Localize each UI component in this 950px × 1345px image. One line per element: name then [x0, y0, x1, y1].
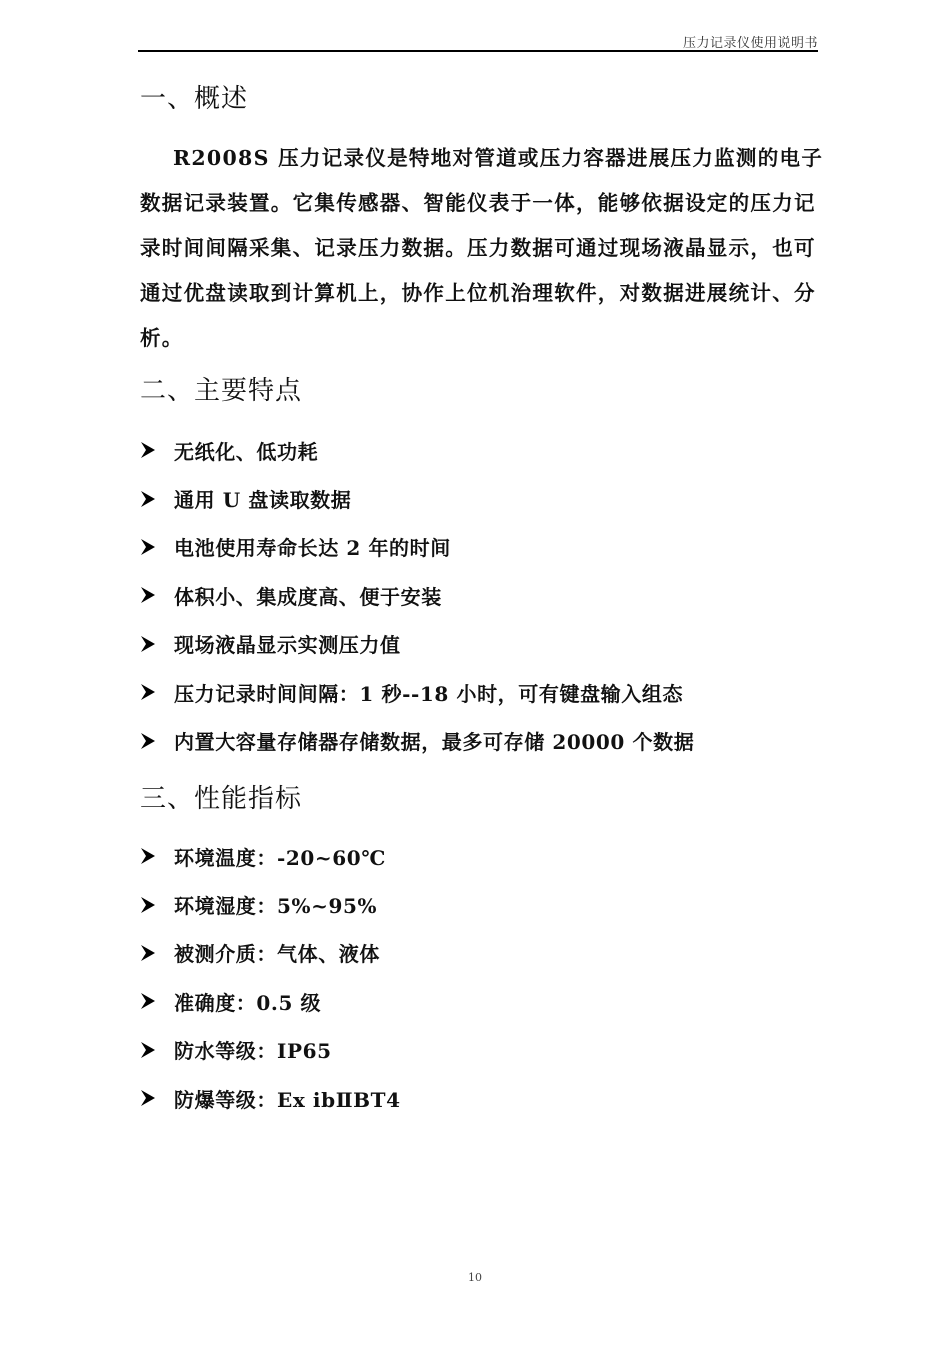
spec-text: 环境温度：-20~60℃ — [174, 845, 386, 870]
list-item — [140, 474, 830, 522]
spec-text: 防爆等级：Ex ibⅡBT4 — [174, 1087, 401, 1112]
list-item — [140, 426, 830, 474]
feature-text: 内置大容量存储器存储数据，最多可存储 20000 个数据 — [174, 730, 695, 755]
list-item — [140, 620, 830, 668]
arrowhead-bullet-icon — [140, 490, 174, 508]
list-item — [140, 929, 830, 977]
spec-text: 准确度：0.5 级 — [174, 990, 322, 1015]
specs-list — [140, 832, 830, 1122]
section-heading-overview: 一、概述 — [140, 84, 249, 114]
feature-text: 压力记录时间间隔：1 秒--18 小时，可有键盘输入组态 — [174, 681, 684, 706]
list-item — [140, 523, 830, 571]
arrowhead-bullet-icon — [140, 896, 174, 914]
feature-text: 体积小、集成度高、便于安装 — [174, 584, 442, 609]
list-item — [140, 880, 830, 928]
section-heading-features: 二、主要特点 — [140, 376, 303, 406]
list-item — [140, 832, 830, 880]
arrowhead-bullet-icon — [140, 944, 174, 962]
arrowhead-bullet-icon — [140, 1041, 174, 1059]
arrowhead-bullet-icon — [140, 992, 174, 1010]
list-item — [140, 1026, 830, 1074]
arrowhead-bullet-icon — [140, 683, 174, 701]
features-list — [140, 426, 830, 765]
header-title: 压力记录仪使用说明书 — [682, 36, 818, 51]
arrowhead-bullet-icon — [140, 1089, 174, 1107]
arrowhead-bullet-icon — [140, 847, 174, 865]
list-item — [140, 668, 830, 716]
arrowhead-bullet-icon — [140, 732, 174, 750]
arrowhead-bullet-icon — [140, 441, 174, 459]
page-number: 10 — [468, 1271, 482, 1284]
spec-text: 环境湿度：5%~95% — [174, 894, 378, 919]
list-item — [140, 977, 830, 1025]
feature-text: 现场液晶显示实测压力值 — [174, 633, 401, 658]
overview-paragraph: R2008S 压力记录仪是特地对管道或压力容器进展压力监测的电子数据记录装置。它集传感器、智能仪表于一体，能够依据设定的压力记录时间间隔采集、记录压力数据。压力数据可通过现场液晶显示，也可通过优盘读取到计算机上，协作上位机治理软件，对数据进展统计、分析。 — [140, 146, 824, 350]
feature-text: 通用 U 盘读取数据 — [174, 488, 352, 513]
section-heading-specs: 三、性能指标 — [140, 784, 303, 814]
spec-text: 被测介质：气体、液体 — [174, 942, 380, 967]
page-header — [138, 30, 818, 52]
arrowhead-bullet-icon — [140, 538, 174, 556]
list-item — [140, 716, 830, 764]
arrowhead-bullet-icon — [140, 586, 174, 604]
feature-text: 无纸化、低功耗 — [174, 439, 319, 464]
list-item — [140, 571, 830, 619]
spec-text: 防水等级：IP65 — [174, 1039, 332, 1064]
list-item — [140, 1074, 830, 1122]
feature-text: 电池使用寿命长达 2 年的时间 — [174, 536, 451, 561]
arrowhead-bullet-icon — [140, 635, 174, 653]
